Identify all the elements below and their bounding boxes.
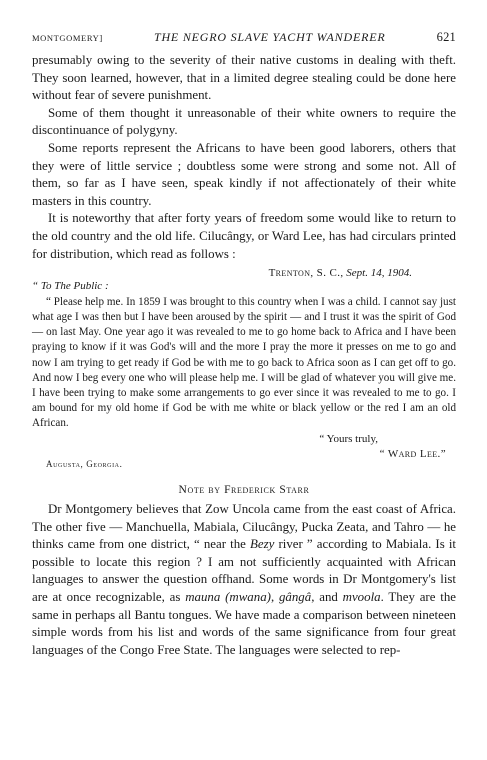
letter-closing: “ Yours truly, xyxy=(319,432,378,445)
letter-body: “ Please help me. In 1859 I was brought to this country when I was a child. I cannot say just what age I was then but I have been aroused by the spirit — and I trust it was the spirit of God — on last May. One year ago it was revealed to me to go home back to Africa and I have been praying to know if it was God's will and the more I pray the more it presses on me to go and now I am trying to get ready if God be with me to go back to Africa soon as I can get off to go. And now I beg every one who will please help me. I will be glad of whatever you will give me. I have been trying to make some arrangements to go ever since it was revealed to me to go. I am bound for my old home if God be with me white or black yellow or the red I am an old African. xyxy=(32,296,456,429)
paragraph-theft: presumably owing to the severity of their native customs in dealing with theft. They soon learned, however, that in a limited degree stealing could be done here without fear of severe punishment. xyxy=(32,53,456,103)
paragraph-laborers: Some reports represent the Africans to have been good laborers, others that they were of little service ; doubtless some were strong and some not. All of them, so far as I have seen, speak kindly if not affectionately of their white masters in this country. xyxy=(32,140,456,208)
note-heading: Note by Frederick Starr xyxy=(178,483,310,496)
running-head-author: MONTGOMERY] xyxy=(32,33,103,43)
letter-signature: “ Ward Lee.” xyxy=(379,447,446,460)
page-number: 621 xyxy=(436,30,456,44)
running-head-title: THE NEGRO SLAVE YACHT WANDERER xyxy=(153,30,386,44)
note-text-d: , and xyxy=(311,589,343,604)
letter-dateline xyxy=(32,266,456,280)
note-text-a: Dr Montgomery believes that Zow Uncola came from the east coast of Africa. The other five — Manchuella, Mabiala, Cilucângy, Pucka Zeata, and Tahro — he thinks came from one district, “ near the xyxy=(32,501,456,552)
paragraph-polygyny: Some of them thought it unreasonable of their white owners to require the discontinuance of polygyny. xyxy=(32,105,456,138)
page xyxy=(32,30,456,659)
paragraph-note xyxy=(32,501,456,659)
running-head xyxy=(32,30,456,52)
note-mvoola: mvoola xyxy=(342,589,381,604)
letter-location: Augusta, Georgia. xyxy=(46,458,123,469)
note-mauna: mauna (mwana) xyxy=(185,589,271,604)
note-text-e: . They are the same in perhaps all Bantu tongues. We have made a comparison between nineteen simple words from his list and words of the same significance from four great languages of the Congo Free State. The languages were selected to rep- xyxy=(32,589,456,657)
letter-salutation: “ To The Public : xyxy=(32,280,109,293)
paragraph-return: It is noteworthy that after forty years of freedom some would like to return to the old country and the old life. Cilucângy, or Ward Lee, has had circulars printed for distribution, which read as follows : xyxy=(32,211,456,261)
note-text-c: , xyxy=(270,589,279,604)
letter-date: Sept. 14, 1904. xyxy=(346,267,412,280)
letter-place: Trenton, S. C., xyxy=(268,267,344,280)
note-bezy: Bezy xyxy=(250,537,275,552)
note-text-b: river ” according to Mabiala. Is it possible to locate this region ? I am not sufficiently acquainted with African languages to answer the question offhand. Some words in Dr Montgomery's list are at once recognizable, as xyxy=(32,537,456,604)
note-ganga: gângâ xyxy=(278,589,312,604)
